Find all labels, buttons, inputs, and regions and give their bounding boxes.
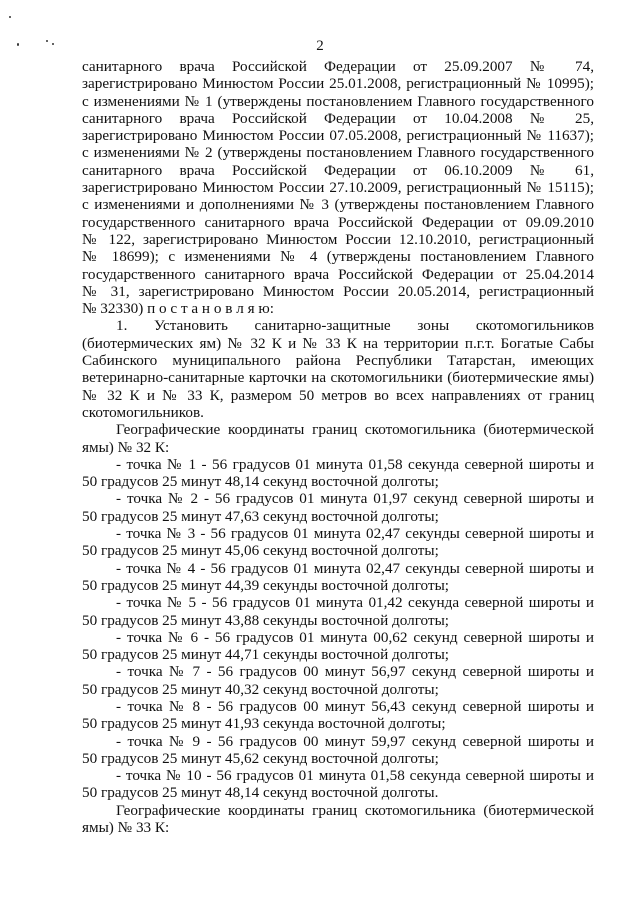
- text-line: ямы) № 32 К:: [82, 438, 170, 456]
- text-line: - точка № 3 - 56 градусов 01 минута 02,47 секунды северной широты и: [116, 525, 594, 543]
- text-line: 50 градусов 25 минут 40,32 секунд восточной долготы;: [82, 680, 439, 698]
- text-line: санитарного врача Российской Федерации от 10.04.2008 № 25,: [82, 109, 594, 127]
- text-line: - точка № 7 - 56 градусов 00 минут 56,97 секунд северной широты и: [116, 663, 594, 681]
- text-line: санитарного врача Российской Федерации от 25.09.2007 № 74,: [82, 58, 594, 75]
- text-line: 50 градусов 25 минут 47,63 секунд восточной долготы;: [82, 507, 439, 525]
- text-line: 50 градусов 25 минут 48,14 секунд восточной долготы.: [82, 784, 439, 802]
- text-line: зарегистрировано Минюстом России 27.10.2009, регистрационный № 15115);: [82, 179, 594, 197]
- text-line: - точка № 5 - 56 градусов 01 минута 01,42 секунда северной широты и: [116, 594, 594, 612]
- scan-speck: [9, 16, 11, 18]
- text-line: скотомогильников.: [82, 403, 204, 421]
- text-line: с изменениями № 1 (утверждены постановлением Главного государственного: [82, 92, 594, 110]
- text-line: ямы) № 33 К:: [82, 819, 170, 837]
- text-line: - точка № 8 - 56 градусов 00 минут 56,43 секунд северной широты и: [116, 697, 594, 715]
- text-line: - точка № 4 - 56 градусов 01 минута 02,47 секунды северной широты и: [116, 559, 594, 577]
- text-line: - точка № 1 - 56 градусов 01 минута 01,58 секунда северной широты и: [116, 455, 594, 473]
- text-line: государственного санитарного врача Российской Федерации от 25.04.2014: [82, 265, 594, 283]
- text-line: № 122, зарегистрировано Минюстом России 12.10.2010, регистрационный: [82, 230, 594, 248]
- text-line: - точка № 2 - 56 градусов 01 минута 01,97 секунд северной широты и: [116, 490, 594, 508]
- text-line: № 32 К и № 33 К, размером 50 метров во всех направлениях от границ: [82, 386, 594, 404]
- text-line: санитарного врача Российской Федерации от 06.10.2009 № 61,: [82, 161, 594, 179]
- text-line: 50 градусов 25 минут 45,62 секунд восточной долготы;: [82, 749, 439, 767]
- text-line: Сабинского муниципального района Республики Татарстан, имеющих: [82, 352, 594, 370]
- text-line: Географические координаты границ скотомогильника (биотермической: [116, 421, 594, 439]
- text-line: 50 градусов 25 минут 45,06 секунд восточной долготы;: [82, 542, 439, 560]
- text-line: с изменениями № 2 (утверждены постановлением Главного государственного: [82, 144, 594, 162]
- text-line: 50 градусов 25 минут 44,71 секунды восточной долготы;: [82, 646, 450, 664]
- text-line: зарегистрировано Минюстом России 25.01.2008, регистрационный № 10995);: [82, 75, 594, 93]
- text-line: № 32330) п о с т а н о в л я ю:: [82, 300, 274, 318]
- text-line: 50 градусов 25 минут 43,88 секунды восточной долготы;: [82, 611, 450, 629]
- text-line: зарегистрировано Минюстом России 07.05.2008, регистрационный № 11637);: [82, 127, 594, 145]
- text-line: ветеринарно-санитарные карточки на скотомогильники (биотермические ямы): [82, 369, 594, 387]
- document-body: [82, 58, 594, 836]
- text-line: государственного санитарного врача Российской Федерации от 09.09.2010: [82, 213, 594, 231]
- text-line: № 31, зарегистрировано Минюстом России 20.05.2014, регистрационный: [82, 282, 594, 300]
- text-line: 50 градусов 25 минут 41,93 секунда восточной долготы;: [82, 715, 446, 733]
- text-line: - точка № 6 - 56 градусов 01 минута 00,62 секунд северной широты и: [116, 628, 594, 646]
- page-number: 2: [316, 38, 324, 54]
- text-line: - точка № 10 - 56 градусов 01 минута 01,58 секунда северной широты и: [116, 767, 594, 785]
- text-line: - точка № 9 - 56 градусов 00 минут 59,97 секунд северной широты и: [116, 732, 594, 750]
- text-line: № 18699); с изменениями № 4 (утверждены постановлением Главного: [82, 248, 594, 266]
- text-line: с изменениями и дополнениями № 3 (утверждены постановлением Главного: [82, 196, 594, 214]
- text-line: 50 градусов 25 минут 44,39 секунды восточной долготы;: [82, 576, 450, 594]
- text-line: 50 градусов 25 минут 48,14 секунд восточной долготы;: [82, 473, 439, 491]
- text-line: Географические координаты границ скотомогильника (биотермической: [116, 801, 594, 819]
- text-line: 1. Установить санитарно-защитные зоны скотомогильников: [116, 317, 594, 335]
- text-line: (биотермических ям) № 32 К и № 33 К на территории п.г.т. Богатые Сабы: [82, 334, 594, 352]
